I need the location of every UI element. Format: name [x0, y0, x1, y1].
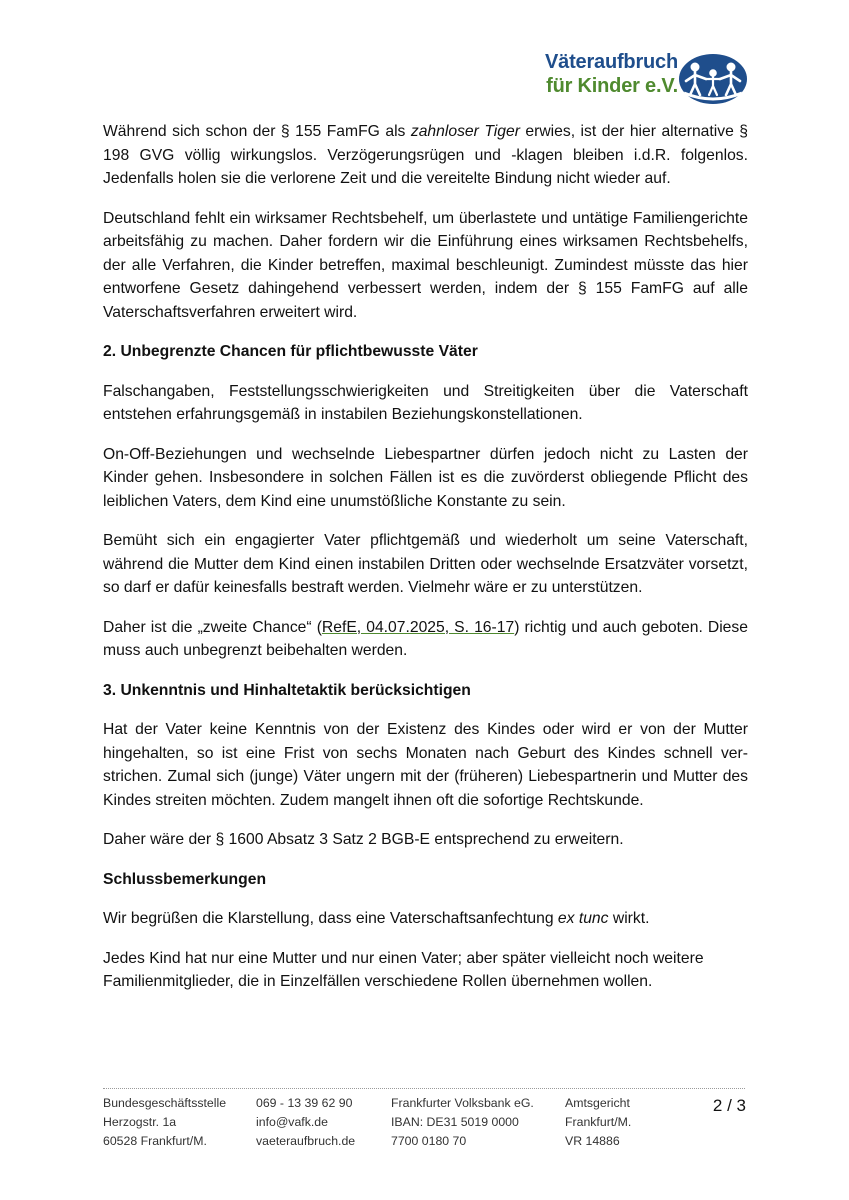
footer-phone: 069 - 13 39 62 90 [256, 1096, 353, 1110]
paragraph-falschangaben: Falschangaben, Feststellungsschwierigkeiten und Streitigkeiten über die Vaterschaft entstehen erfahrungsgemäß in instabilen Beziehungskonstellationen. [103, 382, 748, 423]
footer-line: Herzogstr. 1a [103, 1115, 177, 1129]
paragraph-zahnloser-tiger [103, 120, 748, 191]
paragraph-zweite-chance [103, 616, 748, 663]
paragraph-bgb-erweiterung: Daher wäre der § 1600 Absatz 3 Satz 2 BGB-E entsprechend zu erweitern. [103, 831, 624, 848]
footer-address [103, 1094, 226, 1151]
section-heading-schluss: Schlussbemerkungen [103, 870, 267, 888]
footer-bank [391, 1094, 534, 1151]
document-body [103, 120, 748, 1010]
paragraph-engagierter-vater: Bemüht sich ein engagierter Vater pflichtgemäß und wiederholt um seine Vaterschaft, während die Mutter dem Kind einen instabilen Dritten oder wechselnde Ersatzväter vorsetzt, so darf er dafür keinesfalls bestraft werden. Vielmehr wäre er zu unterstützen. [103, 532, 748, 596]
text-run: wirkt. [608, 910, 650, 927]
footer-website-link[interactable]: vaeteraufbruch.de [256, 1134, 356, 1148]
logo-line-2: für Kinder e.V. [546, 75, 678, 97]
emphasis-text: zahnloser Tiger [410, 123, 520, 140]
text-run: Wir begrüßen die Klarstellung, dass eine Vaterschaftsanfechtung [103, 910, 558, 927]
footer-contact [256, 1094, 355, 1151]
logo-text [518, 50, 678, 98]
reference-link[interactable]: RefE, 04.07.2025, S. 16-17 [321, 618, 515, 636]
section-heading-2: 2. Unbegrenzte Chancen für pflichtbewusste Väter [103, 343, 478, 360]
footer-line: Bundesgeschäftsstelle [103, 1096, 227, 1110]
footer-line: 60528 Frankfurt/M. [103, 1134, 207, 1148]
footer-divider [103, 1088, 745, 1089]
section-heading-3: 3. Unkenntnis und Hinhaltetaktik berücksichtigen [103, 681, 471, 699]
footer-register [565, 1094, 631, 1151]
paragraph-unkenntnis: Hat der Vater keine Kenntnis von der Existenz des Kindes oder wird er von der Mutter hingehalten, so ist eine Frist von sechs Monaten nach Geburt des Kindes schnell verstrichen. Zumal sich (junge) Väter ungern mit der (früheren) Liebespartnerin und Mutter des Kindes streiten möchten. Zudem mangelt ihnen oft die sofortige Rechtskunde. [103, 721, 748, 809]
footer-line: 7700 0180 70 [391, 1134, 467, 1148]
logo-line-1: Väteraufbruch [545, 51, 678, 73]
text-run: Daher ist die „zweite Chance“ ( [103, 618, 322, 636]
footer-line: IBAN: DE31 5019 0000 [391, 1115, 519, 1129]
emphasis-text: ex tunc [557, 910, 609, 927]
footer-line: VR 14886 [565, 1134, 620, 1148]
page-number: 2 / 3 [712, 1096, 746, 1115]
family-figures-logo-icon [678, 53, 748, 105]
footer-line: Frankfurter Volksbank eG. [391, 1096, 534, 1110]
paragraph-ex-tunc [103, 907, 748, 931]
paragraph-rechtsbehelf: Deutschland fehlt ein wirksamer Rechtsbehelf, um überlastete und untätige Familiengerichte arbeitsfähig zu machen. Daher fordern wir die Einführung eines wirksamen Rechtsbehelfs, der alle Verfahren, die Kinder betreffen, maximal beschleunigt. Zumindest müsste das hier entworfene Gesetz dahingehend verbessert werden, indem der § 155 FamFG auf alle Vaterschaftsverfahren erweitert wird. [103, 209, 748, 321]
text-run: Während sich schon der § 155 FamFG als [103, 123, 411, 140]
text-run: ) richtig und auch geboten. Diese muss auch unbegrenzt beibehalten werden. [103, 618, 748, 659]
text-run: erwies, ist der hier alternative § 198 GVG völlig wirkungslos. Verzögerungsrügen und -klagen bleiben i.d.R. folgenlos. Jedenfalls holen sie die verlorene Zeit und die vereitelte Bindung nicht wieder auf. [103, 123, 749, 187]
footer-line: Amtsgericht [565, 1096, 630, 1110]
paragraph-jedes-kind: Jedes Kind hat nur eine Mutter und nur einen Vater; aber später vielleicht noch weitere Familienmitglieder, die in Einzelfällen verschiedene Rollen übernehmen wollen. [103, 949, 704, 990]
paragraph-on-off-beziehungen: On-Off-Beziehungen und wechselnde Liebespartner dürfen jedoch nicht zu Lasten der Kinder gehen. Insbesondere in solchen Fällen ist es die zuvörderst obliegende Pflicht des leiblichen Vaters, dem Kind eine unumstößliche Konstante zu sein. [103, 445, 748, 510]
footer-email-link[interactable]: info@vafk.de [256, 1115, 328, 1129]
organization-logo [518, 50, 750, 108]
footer-line: Frankfurt/M. [565, 1115, 632, 1129]
